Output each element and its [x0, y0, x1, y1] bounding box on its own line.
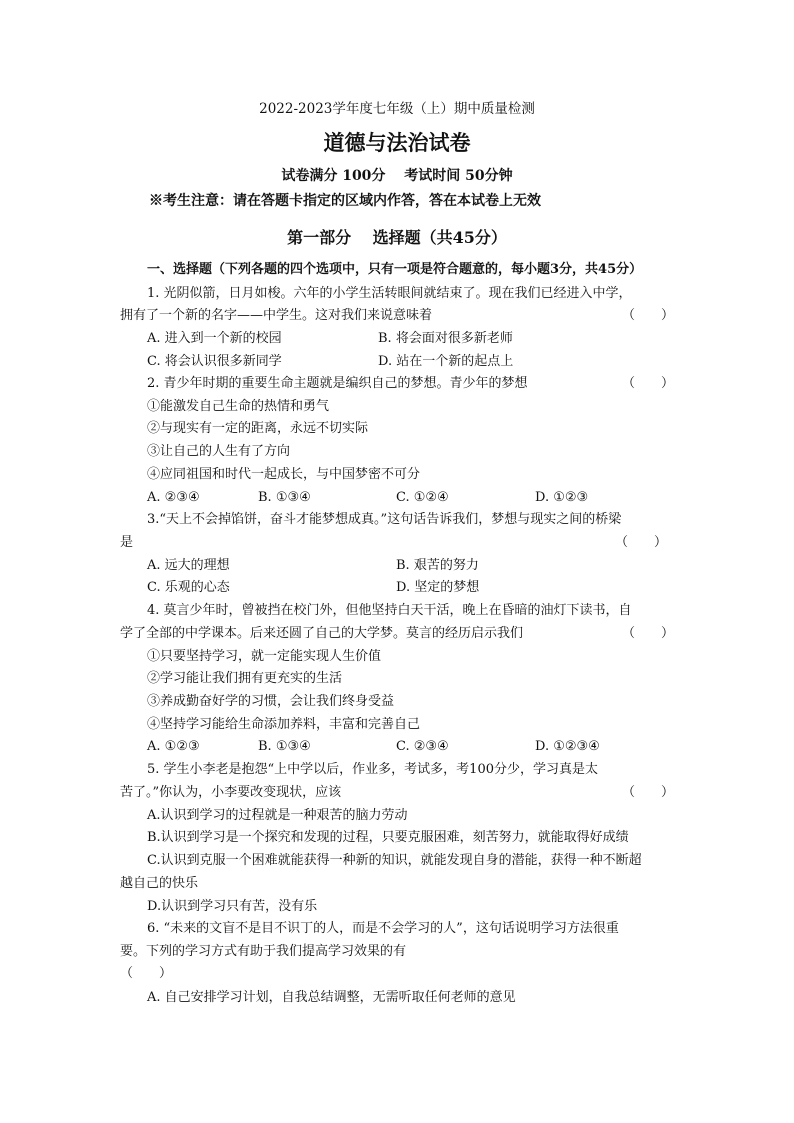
- q4-stem-line-2: 学了全部的中学课本。后来还圆了自己的大学梦。莫言的经历启示我们: [120, 626, 524, 641]
- q1-answer-paren: （ ）: [622, 308, 675, 323]
- q3-stem-line-1: 3.“天上不会掉馅饼，奋斗才能梦想成真。”这句话告诉我们，梦想与现实之间的桥梁: [147, 512, 622, 527]
- q5-stem-line-1: 5. 学生小李老是抱怨“上中学以后，作业多，考试多，考100分少，学习真是太: [147, 762, 598, 777]
- q1-option-d: D. 站在一个新的起点上: [378, 354, 514, 369]
- q4-answer-paren: （ ）: [622, 626, 675, 641]
- q5-option-c-line-1: C.认识到克服一个困难就能获得一种新的知识，就能发现自身的潜能，获得一种不断超: [147, 853, 642, 868]
- q5-option-c-line-2: 越自己的快乐: [120, 876, 199, 891]
- q5-answer-paren: （ ）: [622, 785, 675, 800]
- q4-option-c: C. ②③④: [396, 739, 449, 754]
- q6-stem-line-2: 要。下列的学习方式有助于我们提高学习效果的有: [120, 944, 407, 959]
- q5-option-a: A.认识到学习的过程就是一种艰苦的脑力劳动: [147, 808, 408, 823]
- part-one-title: 第一部分 选择题（共45分）: [287, 228, 507, 247]
- q2-statement-4: ④应同祖国和时代一起成长，与中国梦密不可分: [147, 467, 421, 482]
- q6-answer-paren: （ ）: [120, 966, 173, 981]
- subject-title: 道德与法治试卷: [323, 130, 471, 155]
- q2-option-a: A. ②③④: [147, 490, 200, 505]
- q1-option-b: B. 将会面对很多新老师: [378, 331, 513, 346]
- q3-stem-line-2: 是: [120, 535, 134, 550]
- exam-notice: ※考生注意：请在答题卡指定的区域内作答，答在本试卷上无效: [149, 193, 541, 209]
- exam-term-line: 2022-2023学年度七年级（上）期中质量检测: [259, 101, 535, 117]
- section-instruction: 一、选择题（下列各题的四个选项中，只有一项是符合题意的，每小题3分，共45分）: [147, 262, 643, 277]
- q1-option-a: A. 进入到一个新的校园: [147, 331, 282, 346]
- q4-statement-3: ③养成勤奋好学的习惯，会让我们终身受益: [147, 694, 395, 709]
- q4-statement-1: ①只要坚持学习，就一定能实现人生价值: [147, 649, 382, 664]
- q2-option-b: B. ①③④: [258, 490, 311, 505]
- q2-option-d: D. ①②③: [535, 490, 589, 505]
- q2-answer-paren: （ ）: [622, 376, 675, 391]
- q3-option-b: B. 艰苦的努力: [396, 558, 479, 573]
- q6-option-a: A. 自己安排学习计划，自我总结调整，无需听取任何老师的意见: [147, 990, 516, 1005]
- q6-stem-line-1: 6. “未来的文盲不是目不识丁的人，而是不会学习的人”，这句话说明学习方法很重: [147, 921, 619, 936]
- q2-stem: 2. 青少年时期的重要生命主题就是编织自己的梦想。青少年的梦想: [147, 376, 528, 391]
- q4-option-b: B. ①③④: [258, 739, 311, 754]
- score-time-line: 试卷满分 100分 考试时间 50分钟: [281, 168, 513, 184]
- q3-option-a: A. 远大的理想: [147, 558, 230, 573]
- q2-option-c: C. ①②④: [396, 490, 449, 505]
- q1-option-c: C. 将会认识很多新同学: [147, 354, 282, 369]
- q5-option-b: B.认识到学习是一个探究和发现的过程，只要克服困难，刻苦努力，就能取得好成绩: [147, 830, 629, 845]
- q2-statement-1: ①能激发自己生命的热情和勇气: [147, 399, 330, 414]
- q5-stem-line-2: 苦了。”你认为，小李要改变现状，应该: [120, 785, 342, 800]
- q2-statement-3: ③让自己的人生有了方向: [147, 444, 291, 459]
- q1-stem-line-1: 1. 光阴似箭，日月如梭。六年的小学生活转眼间就结束了。现在我们已经进入中学，: [147, 286, 632, 301]
- q4-statement-4: ④坚持学习能给生命添加养料，丰富和完善自己: [147, 717, 421, 732]
- q2-statement-2: ②与现实有一定的距离，永远不切实际: [147, 421, 369, 436]
- q5-option-d: D.认识到学习只有苦，没有乐: [147, 899, 318, 914]
- q3-option-d: D. 坚定的梦想: [396, 580, 480, 595]
- q4-statement-2: ②学习能让我们拥有更充实的生活: [147, 671, 343, 686]
- q4-option-a: A. ①②③: [147, 739, 200, 754]
- q3-option-c: C. 乐观的心态: [147, 580, 230, 595]
- q3-answer-paren: （ ）: [615, 535, 668, 550]
- q4-option-d: D. ①②③④: [535, 739, 600, 754]
- q1-stem-line-2: 拥有了一个新的名字——中学生。这对我们来说意味着: [120, 308, 433, 323]
- q4-stem-line-1: 4. 莫言少年时，曾被挡在校门外，但他坚持白天干活，晚上在昏暗的油灯下读书，自: [147, 603, 632, 618]
